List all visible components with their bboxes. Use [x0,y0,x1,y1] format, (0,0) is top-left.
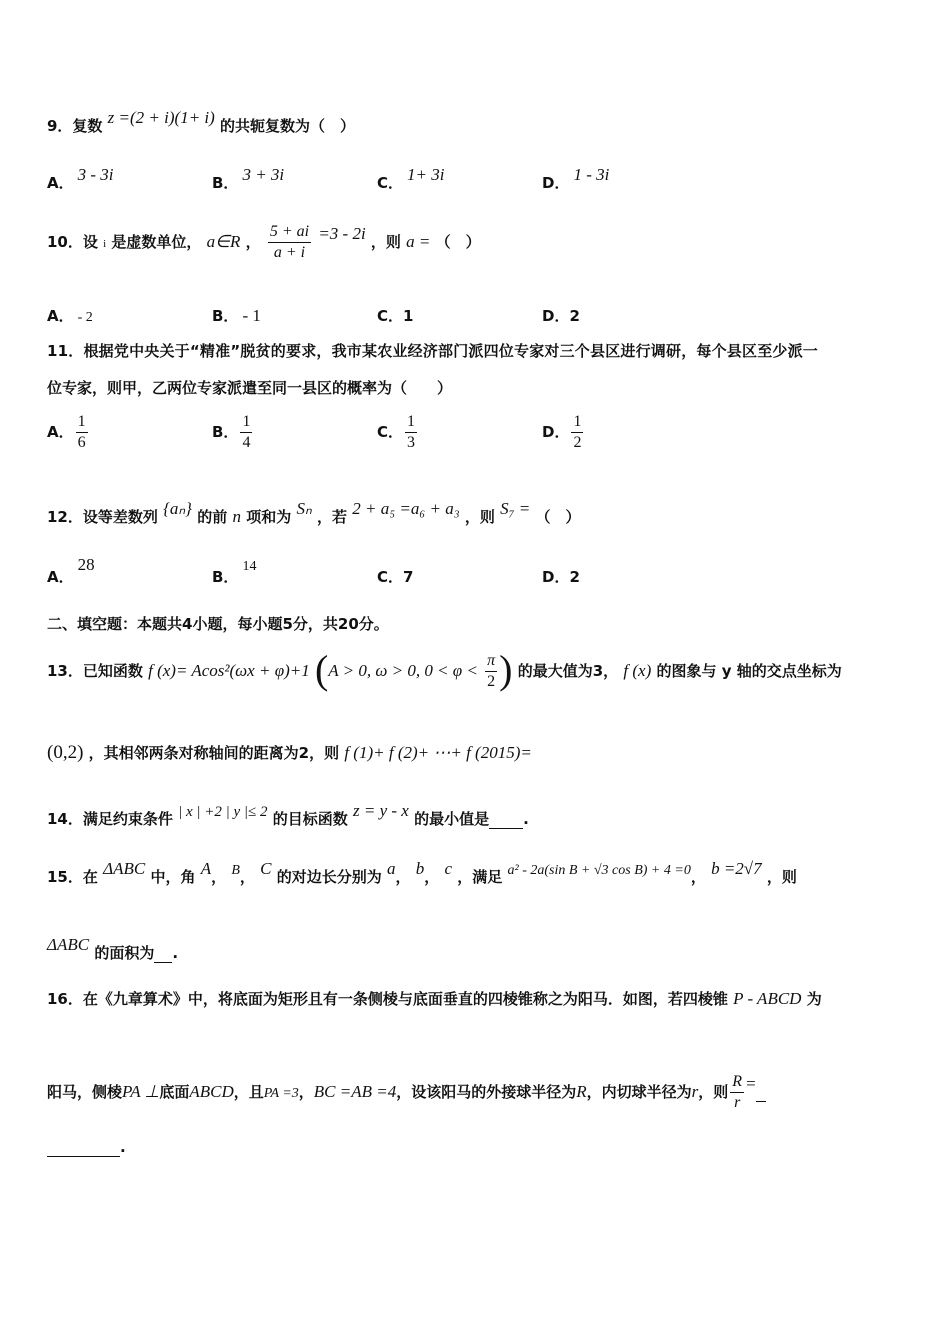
q10-ask: a = [406,232,431,251]
option-label: D． [542,568,570,586]
q12-option-d[interactable] [542,566,580,587]
q16-l2e: ，设该阳马的外接球半径为 [396,1083,577,1101]
fraction-numerator: R [730,1072,744,1093]
q12-mid4: ，则 [464,508,495,526]
q13-fraction [485,651,497,692]
q13-line2-text: ，其相邻两条对称轴间的距离为2，则 [88,744,340,762]
option-fraction [571,412,583,453]
option-value: - 1 [242,306,261,325]
q10-prefix: 10．设 [47,233,98,251]
option-value: 28 [77,555,95,574]
option-value: 2 [569,568,580,586]
fraction-numerator: π [485,651,497,672]
option-label: C． [377,568,404,586]
q15-side-c: c [444,859,453,878]
option-fraction [405,412,417,453]
q12-paren: （ ） [535,508,581,526]
separator: ， [239,868,255,886]
section2-heading: 二、填空题：本题共4小题，每小题5分，共20分。 [47,615,389,633]
q16-pa-perp: PA ⊥ [122,1082,160,1101]
q12-condition: 2 + a₅ =a₆ + a₃ [352,499,460,518]
q13-sum: f (1)+ f (2)+ ⋯+ f (2015)= [344,743,532,762]
q15-mid2: 的对边长分别为 [276,868,382,886]
q11-line1: 11．根据党中央关于“精准”脱贫的要求，我市某农业经济部门派四位专家对三个县区进行调研，每个县区至少派一 [47,342,818,360]
q16-l2a: 阳马，侧棱 [47,1083,123,1101]
q10-mid: 是虚数单位， [111,233,202,251]
option-value: 3 + 3i [242,165,285,184]
q12-option-c[interactable] [377,566,413,587]
q16-answer-blank-b[interactable] [47,1138,120,1157]
q15-mid3: ，满足 [457,868,503,886]
q16-abcd: ABCD [189,1082,234,1101]
q9-expr: z =(2 + i)(1+ i) [107,108,215,127]
option-label: A． [47,174,74,192]
q13-suffix: 的图象与 y 轴的交点坐标为 [656,662,842,680]
option-value: 14 [242,559,257,574]
q13-stem [47,648,842,695]
q9-option-a[interactable] [47,165,114,193]
option-label: B． [212,568,239,586]
q9-stem [47,108,356,136]
q14-end: . [523,810,529,828]
q16-end: . [120,1138,126,1156]
fraction-numerator: 1 [240,412,252,433]
option-value: 1 - 3i [573,165,610,184]
separator: ， [395,868,411,886]
q9-option-c[interactable] [377,165,445,193]
q10-fraction [268,222,311,263]
fraction-numerator: 5 + ai [268,222,311,243]
option-label: D． [542,307,570,325]
q9-suffix: 的共轭复数为（ ） [220,117,356,135]
q16-l2d: ， [298,1083,314,1101]
q15-answer-blank[interactable] [154,944,172,963]
q10-suffix: ，则 [370,233,401,251]
q10-cond: a∈R [206,232,241,251]
q15-condition: a² - 2a(sin B + √3 cos B) + 4 =0 [507,863,691,878]
q14-condition: | x | +2 | y |≤ 2 [178,804,268,820]
q11-option-a[interactable] [47,412,90,453]
q11-option-d[interactable] [542,412,585,453]
q9-option-d[interactable] [542,165,610,193]
q10-option-c[interactable] [377,305,413,326]
fraction-numerator: 1 [76,412,88,433]
q16-l2b: 底面 [159,1083,190,1101]
q15-triangle-2: ΔABC [47,935,90,954]
option-value: 1 [403,307,414,325]
q15-line2-text: 的面积为 [94,944,155,962]
option-label: A． [47,423,74,441]
separator: ， [424,868,440,886]
q14-mid: 的目标函数 [272,810,348,828]
q16-line1 [47,988,822,1009]
q15-angle-b: B [231,863,240,878]
q13-condition: A > 0, ω > 0, 0 < φ < [328,661,478,680]
q16-bc-ab: BC =AB =4 [313,1082,397,1101]
q16-pyramid: P - ABCD [733,989,802,1008]
left-paren-icon: ( [314,647,329,692]
q12-mid2: 项和为 [246,508,292,526]
q16-l2g: ，则 [698,1083,729,1101]
fraction-denominator: a + i [273,244,306,261]
q11-line2: 位专家，则甲，乙两位专家派遣至同一县区的概率为（ ） [47,379,453,397]
q10-paren: （ ） [435,233,481,251]
q12-sequence: {aₙ} [163,499,192,518]
q13-fx: f (x) [623,661,652,680]
q11-option-c[interactable] [377,412,419,453]
q15-prefix: 15．在 [47,868,98,886]
separator: ， [211,868,227,886]
q14-prefix: 14．满足约束条件 [47,810,173,828]
fraction-numerator: 1 [405,412,417,433]
q12-mid3: ，若 [316,508,347,526]
q15-suffix: ，则 [766,868,797,886]
q12-sn: Sₙ [296,499,312,518]
q15-stem [47,859,797,887]
option-value: 1+ 3i [407,165,445,184]
option-label: C． [377,307,404,325]
q13-point: (0,2) [47,742,84,763]
q10-i-symbol: i [103,238,107,250]
option-value: 3 - 3i [77,165,114,184]
q10-stem [47,222,481,263]
q15-angle-c: C [260,859,272,878]
q12-ask: S₇ = [500,499,531,518]
option-label: A． [47,307,74,325]
q9-prefix: 9．复数 [47,117,103,135]
q14-objective: z = y - x [353,801,409,820]
separator: ， [690,868,706,886]
q12-stem [47,499,581,527]
q13-line2 [47,742,532,764]
q16-line1-text: 16．在《九章算术》中，将底面为矩形且有一条侧棱与底面垂直的四棱锥称之为阳马．如图，若四棱锥 [47,990,728,1008]
q10-option-b[interactable] [212,305,261,326]
q16-wei: 为 [806,990,822,1008]
q13-prefix: 13．已知函数 [47,662,143,680]
fraction-denominator: r [734,1094,741,1111]
fraction-denominator: 2 [573,434,582,451]
option-label: D． [542,423,570,441]
fraction-denominator: 3 [407,434,416,451]
q12-n: n [232,507,241,526]
q10-option-a[interactable] [47,305,93,326]
q15-side-a: a [386,859,396,878]
q16-R: R [576,1082,587,1101]
fraction-denominator: 6 [77,434,86,451]
option-label: B． [212,423,239,441]
q11-option-b[interactable] [212,412,254,453]
q10-comma: ， [245,233,261,251]
option-label: A． [47,568,74,586]
option-value: 2 [569,307,580,325]
q14-suffix: 的最小值是 [414,810,490,828]
q13-mid: 的最大值为3， [517,662,619,680]
q16-fraction [730,1072,744,1113]
q16-equals: = [746,1074,756,1093]
fraction-numerator: 1 [571,412,583,433]
option-label: D． [542,174,570,192]
option-label: B． [212,307,239,325]
option-label: B． [212,174,239,192]
q12-option-a[interactable] [47,555,95,587]
fraction-denominator: 2 [487,673,496,690]
q13-function: f (x)= Acos²(ωx + φ)+1 [148,661,310,680]
right-paren-icon: ) [499,647,513,692]
q16-l2f: ，内切球半径为 [586,1083,692,1101]
q15-end: . [172,944,179,962]
q12-mid1: 的前 [197,508,228,526]
option-label: C． [377,423,404,441]
fraction-denominator: 4 [242,434,251,451]
q12-option-b[interactable] [212,559,257,587]
q16-pa-value: PA =3 [263,1086,299,1101]
option-fraction [76,412,88,453]
q14-answer-blank[interactable] [489,810,523,829]
option-value: - 2 [77,310,93,325]
option-fraction [240,412,252,453]
q16-line3 [47,1138,126,1157]
q16-line2 [47,1072,766,1113]
q15-mid1: 中，角 [150,868,196,886]
q16-answer-blank-a[interactable] [756,1083,766,1102]
q15-b-value: b =2√7 [711,859,762,878]
q10-option-d[interactable] [542,305,580,326]
q16-r: r [691,1082,699,1101]
q15-angle-a: A [200,859,212,878]
q10-equation: =3 - 2i [318,224,366,243]
q12-prefix: 12．设等差数列 [47,508,158,526]
q15-line2 [47,935,179,963]
option-value: 7 [403,568,414,586]
q9-option-b[interactable] [212,165,285,193]
option-label: C． [377,174,404,192]
q15-triangle: ΔABC [103,859,146,878]
q15-side-b: b [415,859,425,878]
q14-stem [47,801,529,829]
q16-l2c: ，且 [233,1083,264,1101]
